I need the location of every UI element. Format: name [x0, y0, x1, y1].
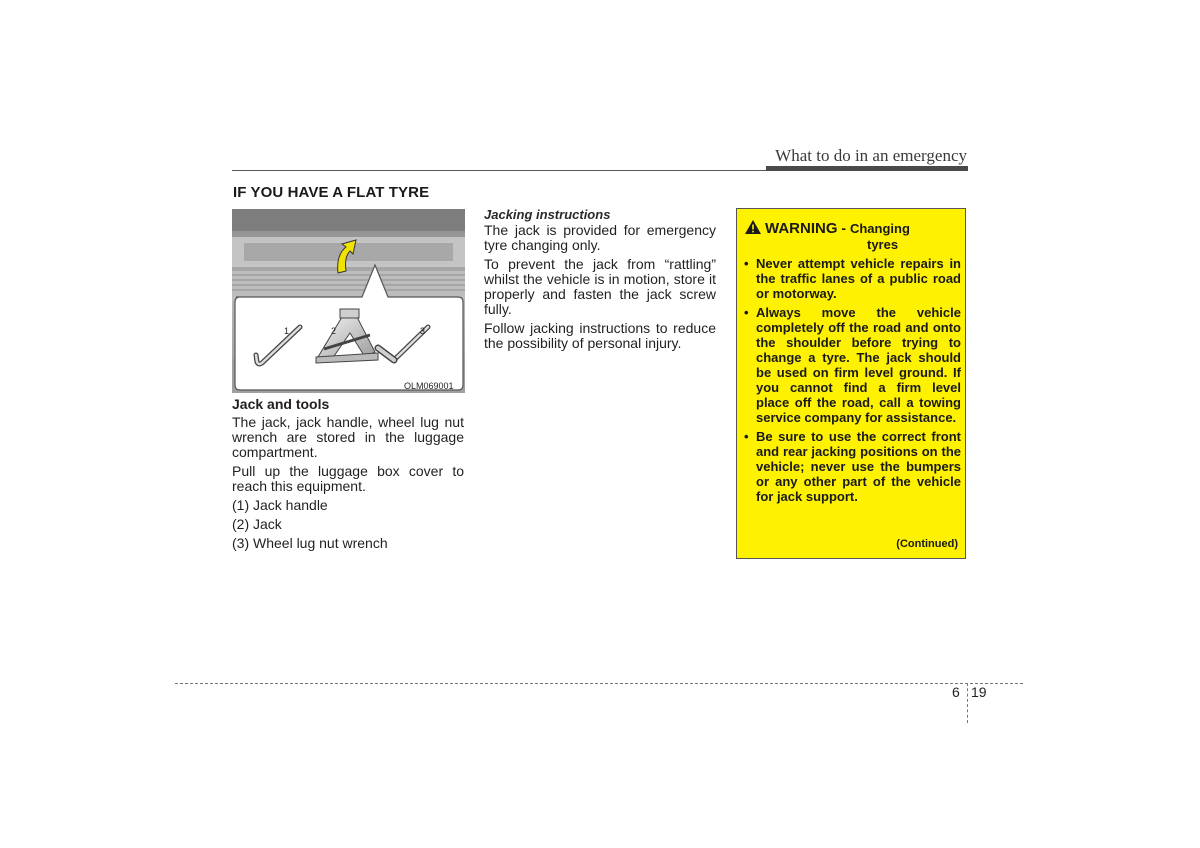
- warning-bullet: • Always move the vehicle completely off the road and onto the shoulder before trying to change a tyre. The jack should be used on firm level ground. If you cannot find a firm level place off the road, call a towing service company for assistance.: [744, 305, 961, 425]
- warning-body: [743, 256, 961, 508]
- callout-1: 1: [284, 326, 290, 336]
- jack-tools-illustration: [232, 209, 465, 393]
- header-bar: [766, 166, 968, 171]
- list-item: (2) Jack: [232, 516, 282, 532]
- list-item: (3) Wheel lug nut wrench: [232, 535, 388, 551]
- warning-title-line2: tyres: [867, 237, 899, 252]
- warning-bullet-text: Never attempt vehicle repairs in the traffic lanes of a public road or motorway.: [756, 256, 961, 301]
- section-title: IF YOU HAVE A FLAT TYRE: [233, 184, 430, 201]
- subheading-jack-and-tools: Jack and tools: [232, 396, 330, 412]
- warning-bullet-text: Always move the vehicle completely off the road and onto the shoulder before trying to change a tyre. The jack should be used on firm level ground. If you cannot find a firm level place off the road, call a towing service company for assistance.: [756, 305, 961, 425]
- continued-label: (Continued): [896, 538, 958, 550]
- warning-bullet: • Be sure to use the correct front and rear jacking positions on the vehicle; never use the bumpers or any other part of the vehicle for jack support.: [744, 429, 961, 504]
- callout-2: 2: [331, 326, 337, 336]
- running-head: What to do in an emergency: [775, 146, 967, 165]
- page-number: 19: [971, 684, 987, 700]
- warning-bullet: • Never attempt vehicle repairs in the traffic lanes of a public road or motorway.: [744, 256, 961, 301]
- warning-header: [745, 220, 959, 252]
- figure-code: OLM069001: [404, 381, 454, 391]
- footer-rule: [175, 683, 1023, 684]
- warning-label: WARNING: [765, 220, 838, 237]
- paragraph-injury: Follow jacking instructions to reduce the possibility of personal injury.: [484, 320, 716, 351]
- warning-box: [736, 208, 966, 559]
- footer-divider: [967, 683, 968, 723]
- paragraph-rattling: To prevent the jack from “rattling” whilst the vehicle is in motion, store it properly and fasten the jack screw fully.: [484, 256, 716, 317]
- subheading-jacking-instructions: Jacking instructions: [484, 207, 611, 222]
- paragraph-storage: The jack, jack handle, wheel lug nut wrench are stored in the luggage compartment.: [232, 414, 464, 460]
- chapter-number: 6: [952, 684, 960, 700]
- jack-and-tools-section: [232, 397, 464, 555]
- warning-triangle-icon: [745, 220, 761, 239]
- paragraph-cover: Pull up the luggage box cover to reach this equipment.: [232, 463, 464, 494]
- warning-bullet-text: Be sure to use the correct front and rear jacking positions on the vehicle; never use the bumpers or any other part of the vehicle for jack support.: [756, 429, 961, 504]
- callout-3: 3: [420, 326, 426, 336]
- jacking-instructions-section: [484, 207, 716, 355]
- warning-title-line1: Changing: [849, 221, 910, 236]
- list-item: (1) Jack handle: [232, 497, 328, 513]
- paragraph-emergency-use: The jack is provided for emergency tyre changing only.: [484, 222, 716, 253]
- warning-dash: -: [837, 220, 850, 236]
